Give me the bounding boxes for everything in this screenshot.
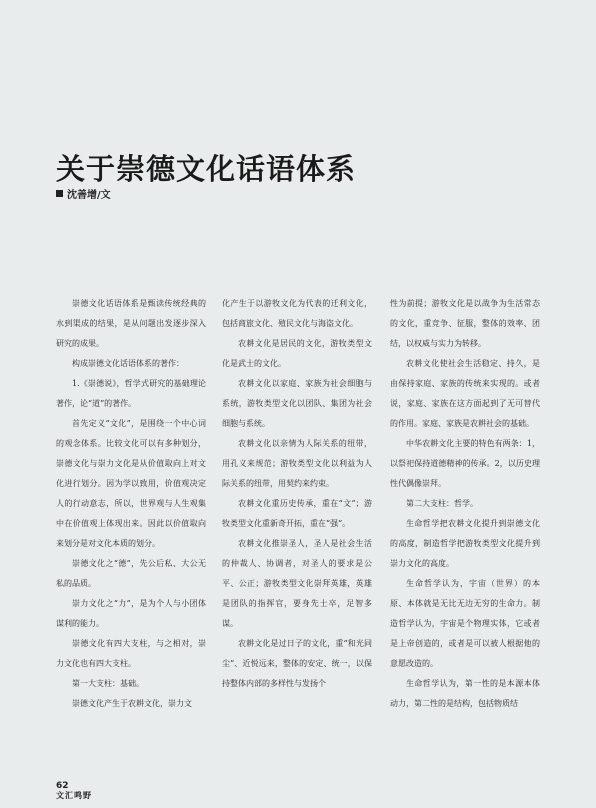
paragraph: 崇德文化之“德”，先公后私、大公无私的品质。: [56, 559, 206, 588]
paragraph: 构成崇德文化话语体系的著作：: [72, 359, 184, 368]
paragraph: 崇德文化话语体系是甄读传统经典的水到渠成的结果，是从问题出发逐步深入研究的成果。: [56, 299, 206, 348]
section-heading: 第二大支柱：哲学。: [406, 499, 478, 508]
paragraph-continued: 化产生于以游牧文化为代表的迁利文化，包括商旅文化、殖民文化与海盗文化。: [222, 299, 372, 328]
text-column-3: [390, 294, 540, 714]
paragraph: 农耕文化以亲情为人际关系的纽带，用孔义来规范；游牧类型文化以利益为人际关系的纽带，用契约来约束。: [222, 439, 372, 488]
paragraph: 生命哲学把农耕文化提升到崇德文化的高度，制造哲学把游牧类型文化提升到崇力文化的高度。: [390, 519, 540, 568]
paragraph: 农耕文化是居民的文化，游牧类型文化是武士的文化。: [222, 339, 372, 368]
page-footer: [56, 781, 92, 801]
paragraph: 崇力文化之“力”，是为个人与小团体谋利的能力。: [56, 599, 206, 628]
paragraph: 首先定义“文化”，是围绕一个中心词的观念体系。比较文化可以有多种划分，崇德文化与崇力文化是从价值取向上对文化进行划分。因为学以致用，价值观决定人的行动意志，所以，世界观与人生观集中在价值观上体现出来。因此以价值取向来划分是对文化本质的划分。: [56, 419, 206, 548]
paragraph: 农耕文化使社会生活稳定、持久，是由保持家庭、家族的传统来实现的。或者说，家庭、家族在这方面起到了无可替代的作用。家庭、家族是农耕社会的基础。: [390, 359, 540, 428]
paragraph: 农耕文化以家庭、家族为社会细胞与系统，游牧类型文化以团队、集团为社会细胞与系统。: [222, 379, 372, 428]
article-title: 关于崇德文化话语体系: [56, 152, 357, 186]
page-number: 62: [56, 781, 69, 791]
paragraph: 崇德文化产生于农耕文化，崇力文: [72, 699, 192, 708]
paragraph: 生命哲学认为，宇宙（世界）的本原、本体就是无比无边无穷的生命力。制造哲学认为，宇宙是个物理实体，它或者是上帝创造的，或者是可以被人根据他的意愿改造的。: [390, 579, 540, 668]
section-heading: 第一大支柱：基础。: [72, 679, 144, 688]
paragraph: 农耕文化重历史传承，重在“文”；游牧类型文化重新奇开拓，重在“强”。: [222, 499, 372, 528]
paragraph-continued: 性为前提；游牧文化是以战争为生活常态的文化，重竞争、征服，整体的效率、团结，以权威与实力为转移。: [390, 299, 540, 348]
square-bullet-icon: [56, 190, 63, 197]
paragraph: 农耕文化推崇圣人，圣人是社会生活的仲裁人、协调者，对圣人的要求是公平、公正；游牧类型文化崇拜英雄，英雄是团队的指挥官，要身先士卒，足智多谋。: [222, 539, 372, 628]
paragraph: 1.《崇德说》，哲学式研究的基础理论著作，论“道”的著作。: [56, 379, 206, 408]
paragraph: 崇德文化有四大支柱，与之相对，崇力文化也有四大支柱。: [56, 639, 206, 668]
text-column-2: [222, 294, 372, 694]
author-name: 沈善增/文: [67, 190, 111, 201]
paragraph: 农耕文化是过日子的文化，重“和光同尘”、近悦远来，整体的安定、统一，以保持整体内部的多样性与发扬个: [222, 639, 372, 688]
magazine-name: 文汇鸣野: [56, 791, 92, 800]
paragraph: 中华农耕文化主要的特色有两条：1，以祭祀保持道德精神的传承。2，以历史理性代偶像崇拜。: [390, 439, 540, 488]
paragraph: 生命哲学认为，第一性的是本源本体动力，第二性的是结构，包括物质结: [390, 679, 540, 708]
text-column-1: [56, 294, 206, 714]
byline: [56, 186, 111, 201]
